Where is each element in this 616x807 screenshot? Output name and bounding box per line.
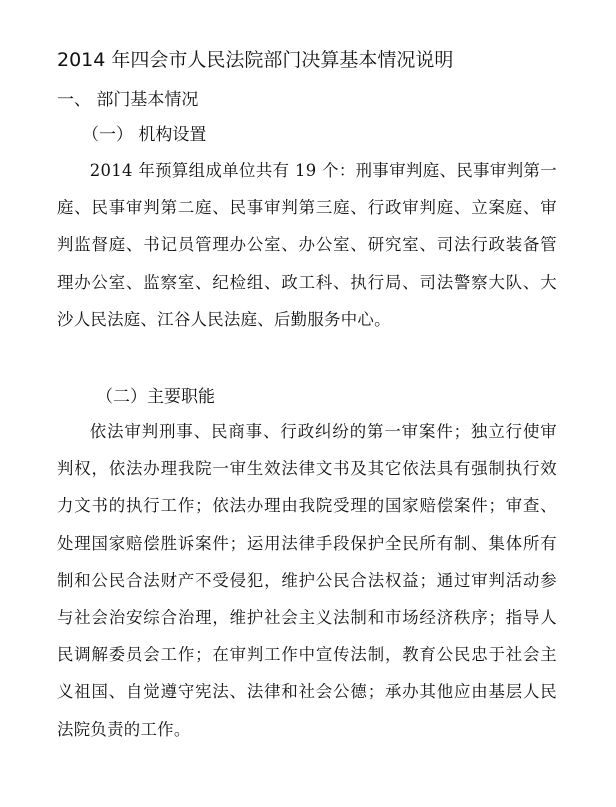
subsection-heading-organization: （一） 机构设置: [82, 125, 207, 145]
document-title: 2014 年四会市人民法院部门决算基本情况说明: [57, 49, 454, 71]
section-heading-basic-info: 一、 部门基本情况: [57, 90, 199, 110]
paragraph-organization: 2014 年预算组成单位共有 19 个：刑事审判庭、民事审判第一庭、民事审判第二庭、民事审判第三庭、行政审判庭、立案庭、审判监督庭、书记员管理办公室、办公室、研究室、司法行政装备管理办公室、监察室、纪检组、政工科、执行局、司法警察大队、大沙人民法庭、江谷人民法庭、后勤服务中心。: [57, 161, 557, 329]
paragraph-main-functions: 依法审判刑事、民商事、行政纠纷的第一审案件；独立行使审判权，依法办理我院一审生效法律文书及其它依法具有强制执行效力文书的执行工作；依法办理由我院受理的国家赔偿案件；审查、处理国家赔偿胜诉案件；运用法律手段保护全民所有制、集体所有制和公民合法财产不受侵犯，维护公民合法权益；通过审判活动参与社会治安综合治理，维护社会主义法制和市场经济秩序；指导人民调解委员会工作；在审判工作中宣传法制，教育公民忠于社会主义祖国、自觉遵守宪法、法律和社会公德；承办其他应由基层人民法院负责的工作。: [57, 422, 557, 739]
subsection-heading-main-functions: （二）主要职能: [96, 387, 215, 407]
